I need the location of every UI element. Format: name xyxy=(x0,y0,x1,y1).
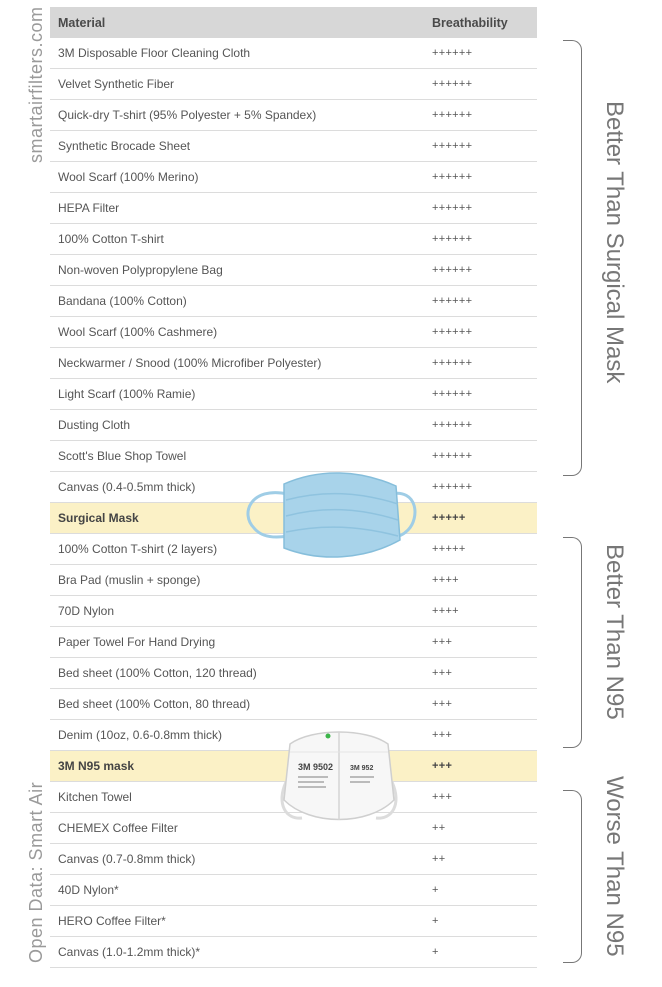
material-cell: Paper Towel For Hand Drying xyxy=(50,627,424,658)
breathability-cell: ++++++ xyxy=(424,348,537,379)
material-cell: Surgical Mask xyxy=(50,503,424,534)
n95-mask-image xyxy=(272,722,406,836)
site-credit: smartairfilters.com xyxy=(26,6,46,163)
n95-print-left: 3M 9502 xyxy=(298,762,334,772)
material-cell: Denim (10oz, 0.6-0.8mm thick) xyxy=(50,720,424,751)
group-bracket-n95 xyxy=(563,537,582,748)
table-row xyxy=(50,379,537,410)
breathability-cell: ++++++ xyxy=(424,38,537,69)
group-label-better-than-n95: Better Than N95 xyxy=(601,544,628,720)
table-row xyxy=(50,348,537,379)
material-cell: Light Scarf (100% Ramie) xyxy=(50,379,424,410)
breathability-cell: ++++++ xyxy=(424,317,537,348)
breathability-cell: +++ xyxy=(424,658,537,689)
group-label-better-than-surgical: Better Than Surgical Mask xyxy=(601,101,628,384)
breathability-cell: +++ xyxy=(424,782,537,813)
material-cell: Quick-dry T-shirt (95% Polyester + 5% Spandex) xyxy=(50,100,424,131)
group-bracket-worse xyxy=(563,790,582,963)
breathability-cell: ++++++ xyxy=(424,162,537,193)
table-row xyxy=(50,131,537,162)
material-cell: Wool Scarf (100% Cashmere) xyxy=(50,317,424,348)
breathability-cell: +++ xyxy=(424,751,537,782)
material-cell: Bandana (100% Cotton) xyxy=(50,286,424,317)
material-cell: Dusting Cloth xyxy=(50,410,424,441)
material-cell: CHEMEX Coffee Filter xyxy=(50,813,424,844)
table-row xyxy=(50,100,537,131)
surgical-mask-image xyxy=(240,466,420,566)
column-header-material: Material xyxy=(50,7,424,38)
breathability-cell: ++++++ xyxy=(424,193,537,224)
breathability-cell: +++ xyxy=(424,627,537,658)
table-row xyxy=(50,875,537,906)
material-cell: Velvet Synthetic Fiber xyxy=(50,69,424,100)
breathability-cell: + xyxy=(424,875,537,906)
breathability-cell: ++++++ xyxy=(424,441,537,472)
breathability-cell: ++++++ xyxy=(424,379,537,410)
breathability-cell: ++++++ xyxy=(424,224,537,255)
table-row xyxy=(50,906,537,937)
table-row xyxy=(50,658,537,689)
table-row xyxy=(50,224,537,255)
material-cell: Neckwarmer / Snood (100% Microfiber Polyester) xyxy=(50,348,424,379)
breathability-cell: + xyxy=(424,937,537,968)
material-cell: HERO Coffee Filter* xyxy=(50,906,424,937)
material-cell: 40D Nylon* xyxy=(50,875,424,906)
material-cell: Scott's Blue Shop Towel xyxy=(50,441,424,472)
breathability-cell: +++++ xyxy=(424,503,537,534)
breathability-cell: ++ xyxy=(424,844,537,875)
table-row xyxy=(50,410,537,441)
breathability-cell: ++++++ xyxy=(424,69,537,100)
breathability-cell: ++++++ xyxy=(424,286,537,317)
table-row xyxy=(50,255,537,286)
material-cell: Wool Scarf (100% Merino) xyxy=(50,162,424,193)
breathability-cell: +++ xyxy=(424,689,537,720)
material-cell: Canvas (1.0-1.2mm thick)* xyxy=(50,937,424,968)
material-cell: 100% Cotton T-shirt (2 layers) xyxy=(50,534,424,565)
group-label-worse-than-n95: Worse Than N95 xyxy=(601,776,628,957)
table-row xyxy=(50,937,537,968)
material-cell: Canvas (0.4-0.5mm thick) xyxy=(50,472,424,503)
table-row xyxy=(50,69,537,100)
breathability-cell: ++ xyxy=(424,813,537,844)
table-row xyxy=(50,565,537,596)
breathability-cell: +++ xyxy=(424,720,537,751)
material-cell: 70D Nylon xyxy=(50,596,424,627)
table-row xyxy=(50,596,537,627)
breathability-cell: + xyxy=(424,906,537,937)
breathability-cell: ++++ xyxy=(424,565,537,596)
breathability-cell: ++++++ xyxy=(424,255,537,286)
breathability-cell: ++++++ xyxy=(424,131,537,162)
table-row xyxy=(50,162,537,193)
table-row xyxy=(50,38,537,69)
material-cell: 100% Cotton T-shirt xyxy=(50,224,424,255)
material-cell: Kitchen Towel xyxy=(50,782,424,813)
table-row xyxy=(50,193,537,224)
column-header-breathability: Breathability xyxy=(424,7,537,38)
group-bracket-surgical xyxy=(563,40,582,476)
material-cell: Bed sheet (100% Cotton, 80 thread) xyxy=(50,689,424,720)
table-row xyxy=(50,286,537,317)
table-row xyxy=(50,844,537,875)
material-cell: HEPA Filter xyxy=(50,193,424,224)
breathability-cell: +++++ xyxy=(424,534,537,565)
material-cell: 3M N95 mask xyxy=(50,751,424,782)
breathability-cell: ++++++ xyxy=(424,410,537,441)
data-source-credit: Open Data: Smart Air xyxy=(26,781,46,963)
breathability-cell: ++++++ xyxy=(424,100,537,131)
material-cell: Bra Pad (muslin + sponge) xyxy=(50,565,424,596)
breathability-cell: ++++ xyxy=(424,596,537,627)
material-cell: Synthetic Brocade Sheet xyxy=(50,131,424,162)
table-row xyxy=(50,627,537,658)
material-cell: Non-woven Polypropylene Bag xyxy=(50,255,424,286)
material-cell: Canvas (0.7-0.8mm thick) xyxy=(50,844,424,875)
table-row xyxy=(50,317,537,348)
breathability-cell: ++++++ xyxy=(424,472,537,503)
n95-print-right: 3M 952 xyxy=(350,765,374,772)
table-row xyxy=(50,689,537,720)
table-header-row xyxy=(50,7,537,38)
material-cell: Bed sheet (100% Cotton, 120 thread) xyxy=(50,658,424,689)
material-cell: 3M Disposable Floor Cleaning Cloth xyxy=(50,38,424,69)
